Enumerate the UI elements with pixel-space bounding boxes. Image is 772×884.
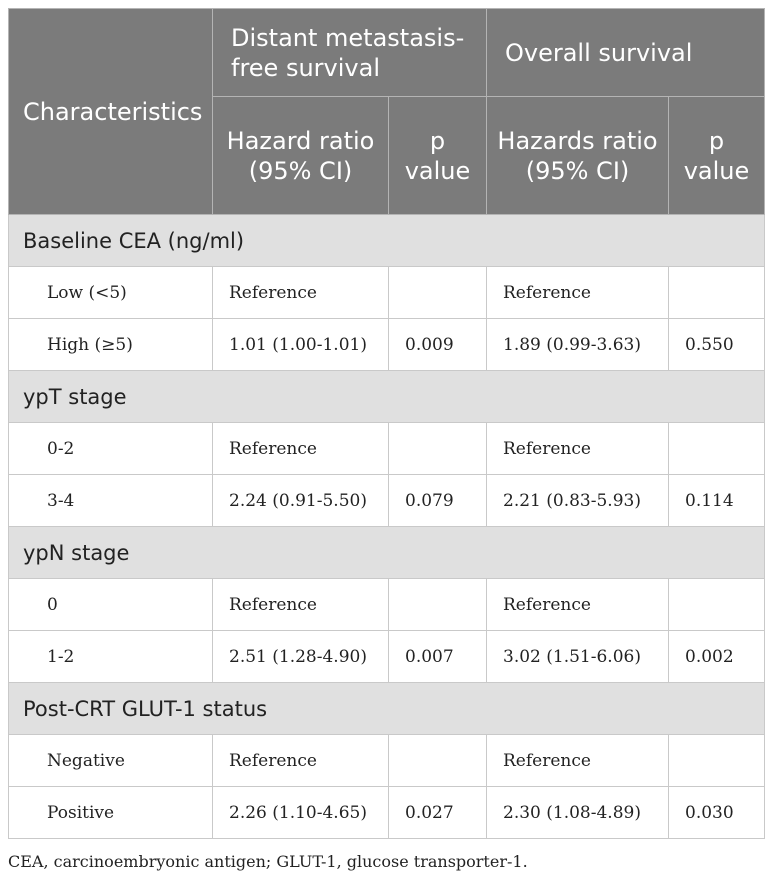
os-hr-cell: 3.02 (1.51-6.06)	[487, 631, 669, 683]
dmfs-p-cell: 0.027	[389, 787, 487, 839]
table-row	[9, 631, 765, 683]
os-hr-cell: Reference	[487, 579, 669, 631]
os-p-cell	[669, 423, 765, 475]
header-dmfs-hr: Hazard ratio (95% CI)	[213, 97, 389, 215]
os-hr-cell: Reference	[487, 423, 669, 475]
section-title: Baseline CEA (ng/ml)	[9, 215, 765, 267]
os-hr-cell: 1.89 (0.99-3.63)	[487, 319, 669, 371]
row-label: Negative	[9, 735, 213, 787]
dmfs-hr-cell: 1.01 (1.00-1.01)	[213, 319, 389, 371]
dmfs-p-cell	[389, 735, 487, 787]
os-p-cell: 0.002	[669, 631, 765, 683]
section-row	[9, 683, 765, 735]
header-os: Overall survival	[487, 9, 765, 97]
dmfs-hr-cell: Reference	[213, 423, 389, 475]
section-title: Post-CRT GLUT-1 status	[9, 683, 765, 735]
os-hr-cell: 2.21 (0.83-5.93)	[487, 475, 669, 527]
os-hr-cell: Reference	[487, 735, 669, 787]
dmfs-p-cell	[389, 267, 487, 319]
header-os-hr: Hazards ratio (95% CI)	[487, 97, 669, 215]
header-characteristics: Characteristics	[9, 9, 213, 215]
survival-table	[8, 8, 765, 839]
dmfs-p-cell: 0.007	[389, 631, 487, 683]
table-row	[9, 267, 765, 319]
os-p-cell: 0.030	[669, 787, 765, 839]
os-p-cell	[669, 579, 765, 631]
section-row	[9, 215, 765, 267]
footnote: CEA, carcinoembryonic antigen; GLUT-1, glucose transporter-1.	[8, 852, 528, 871]
table-row	[9, 475, 765, 527]
row-label: 1-2	[9, 631, 213, 683]
os-p-cell	[669, 735, 765, 787]
table-row	[9, 787, 765, 839]
dmfs-p-cell: 0.009	[389, 319, 487, 371]
os-p-cell: 0.114	[669, 475, 765, 527]
row-label: Low (<5)	[9, 267, 213, 319]
dmfs-p-cell	[389, 423, 487, 475]
header-dmfs-p: p value	[389, 97, 487, 215]
table-row	[9, 319, 765, 371]
os-p-cell: 0.550	[669, 319, 765, 371]
dmfs-p-cell	[389, 579, 487, 631]
dmfs-hr-cell: Reference	[213, 267, 389, 319]
os-hr-cell: Reference	[487, 267, 669, 319]
table-row	[9, 423, 765, 475]
os-p-cell	[669, 267, 765, 319]
section-title: ypN stage	[9, 527, 765, 579]
table-row	[9, 735, 765, 787]
dmfs-hr-cell: 2.51 (1.28-4.90)	[213, 631, 389, 683]
table-row	[9, 579, 765, 631]
os-hr-cell: 2.30 (1.08-4.89)	[487, 787, 669, 839]
dmfs-hr-cell: Reference	[213, 579, 389, 631]
dmfs-hr-cell: Reference	[213, 735, 389, 787]
row-label: Positive	[9, 787, 213, 839]
row-label: 0	[9, 579, 213, 631]
row-label: 3-4	[9, 475, 213, 527]
header-dmfs: Distant metastasis-free survival	[213, 9, 487, 97]
dmfs-hr-cell: 2.24 (0.91-5.50)	[213, 475, 389, 527]
row-label: 0-2	[9, 423, 213, 475]
row-label: High (≥5)	[9, 319, 213, 371]
header-os-p: p value	[669, 97, 765, 215]
dmfs-p-cell: 0.079	[389, 475, 487, 527]
section-row	[9, 527, 765, 579]
section-title: ypT stage	[9, 371, 765, 423]
section-row	[9, 371, 765, 423]
dmfs-hr-cell: 2.26 (1.10-4.65)	[213, 787, 389, 839]
